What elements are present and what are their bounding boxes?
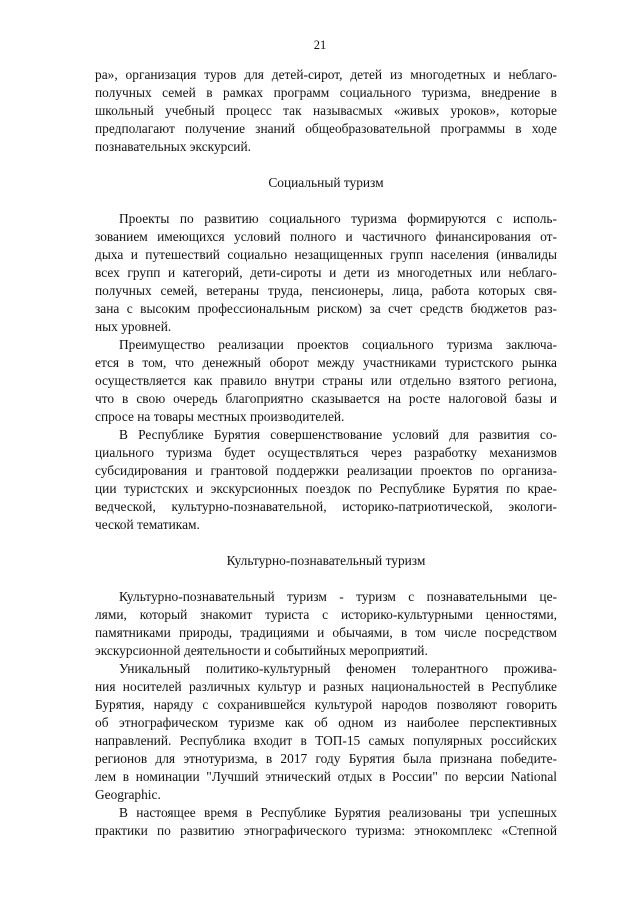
text-line: регионов для этнотуризма, в 2017 году Бурятия была признана победите- — [95, 751, 557, 766]
text-line: Уникальный политико-культурный феномен толерантного прожива- — [119, 661, 557, 676]
text-line: познавательных экскурсий. — [95, 139, 251, 154]
text-line: Бурятия, наряду с сохранившейся культурой народов позволяют говорить — [95, 697, 557, 712]
text-line: ведческой, культурно-познавательной, историко-патриотической, экологи- — [95, 499, 557, 514]
text-line: получных семей, ветераны труда, пенсионеры, лица, работа которых свя- — [95, 283, 557, 298]
section-heading-social-tourism: Социальный туризм — [268, 175, 384, 190]
document-body — [95, 66, 557, 840]
text-line: памятниками природы, традициями и обычаями, в том числе посредством — [95, 625, 557, 640]
paragraph-social-tourism-buryatia — [95, 426, 557, 534]
section-heading-cultural-tourism: Культурно-познавательный туризм — [226, 553, 426, 568]
text-line: В настоящее время в Республике Бурятия реализованы три успешных — [119, 805, 557, 820]
text-line: предполагают получение знаний общеобразовательной программы в ходе — [95, 121, 557, 136]
text-line: ется в том, что денежный оборот между участниками туристского рынка — [95, 355, 557, 370]
text-line: что в свою очередь благоприятно сказывается на росте налоговой базы и — [95, 391, 557, 406]
text-line: субсидирования и грантовой поддержки реализации проектов по организа- — [95, 463, 557, 478]
paragraph-social-tourism-advantage — [95, 336, 557, 426]
text-line: ции туристских и экскурсионных поездок по Республике Бурятия по крае- — [95, 481, 557, 496]
paragraph-ethnographic-practices — [95, 804, 557, 840]
text-line: спросе на товары местных производителей. — [95, 409, 345, 424]
text-line: Преимущество реализации проектов социального туризма заключа- — [119, 337, 557, 352]
text-line: направлений. Республика входит в ТОП-15 самых популярных российских — [95, 733, 557, 748]
text-line: осуществляется как правило внутри страны или отдельно взятого региона, — [95, 373, 557, 388]
text-line: В Республике Бурятия совершенствование условий для развития со- — [119, 427, 557, 442]
text-line: лем в номинации "Лучший этнический отдых в России" по версии National — [95, 769, 557, 784]
text-line: об этнографическом туризме как об одном из наиболее перспективных — [95, 715, 557, 730]
text-line: ния носителей различных культур и разных национальностей в Республике — [95, 679, 557, 694]
text-line: Проекты по развитию социального туризма формируются с исполь- — [119, 211, 557, 226]
page-number: 21 — [313, 38, 327, 52]
paragraph-social-tourism-projects — [95, 210, 557, 336]
text-line: школьный учебный процесс так называсмых «живых уроков», которые — [95, 103, 557, 118]
text-line: получных семей в рамках программ социального туризма, внедрение в — [95, 85, 557, 100]
text-line: лями, который знакомит туриста с историко-культурными ценностями, — [95, 607, 557, 622]
text-line: Geographic. — [95, 787, 161, 802]
text-line: циального туризма будет осуществляться через разработку механизмов — [95, 445, 557, 460]
text-line: экскурсионной деятельности и событийных мероприятий. — [95, 643, 428, 658]
text-line: ра», организация туров для детей-сирот, детей из многодетных и неблаго- — [95, 67, 557, 82]
text-line: зованием имеющихся условий полного и частичного финансирования от- — [95, 229, 557, 244]
text-line: Культурно-познавательный туризм - туризм с познавательными це- — [119, 589, 557, 604]
text-line: дыха и путешествий социально незащищенных групп населения (инвалиды — [95, 247, 557, 262]
text-line: ных уровней. — [95, 319, 172, 334]
paragraph-cultural-tourism-definition — [95, 588, 557, 660]
paragraph-intro-continuation — [95, 66, 557, 156]
paragraph-ethnographic-tourism — [95, 660, 557, 804]
text-line: зана с высоким профессиональным риском) за счет средств бюджетов раз- — [95, 301, 557, 316]
text-line: практики по развитию этнографического туризма: этнокомплекс «Степной — [95, 823, 557, 838]
text-line: ческой тематикам. — [95, 517, 200, 532]
text-line: всех групп и категорий, дети-сироты и дети из многодетных или неблаго- — [95, 265, 557, 280]
